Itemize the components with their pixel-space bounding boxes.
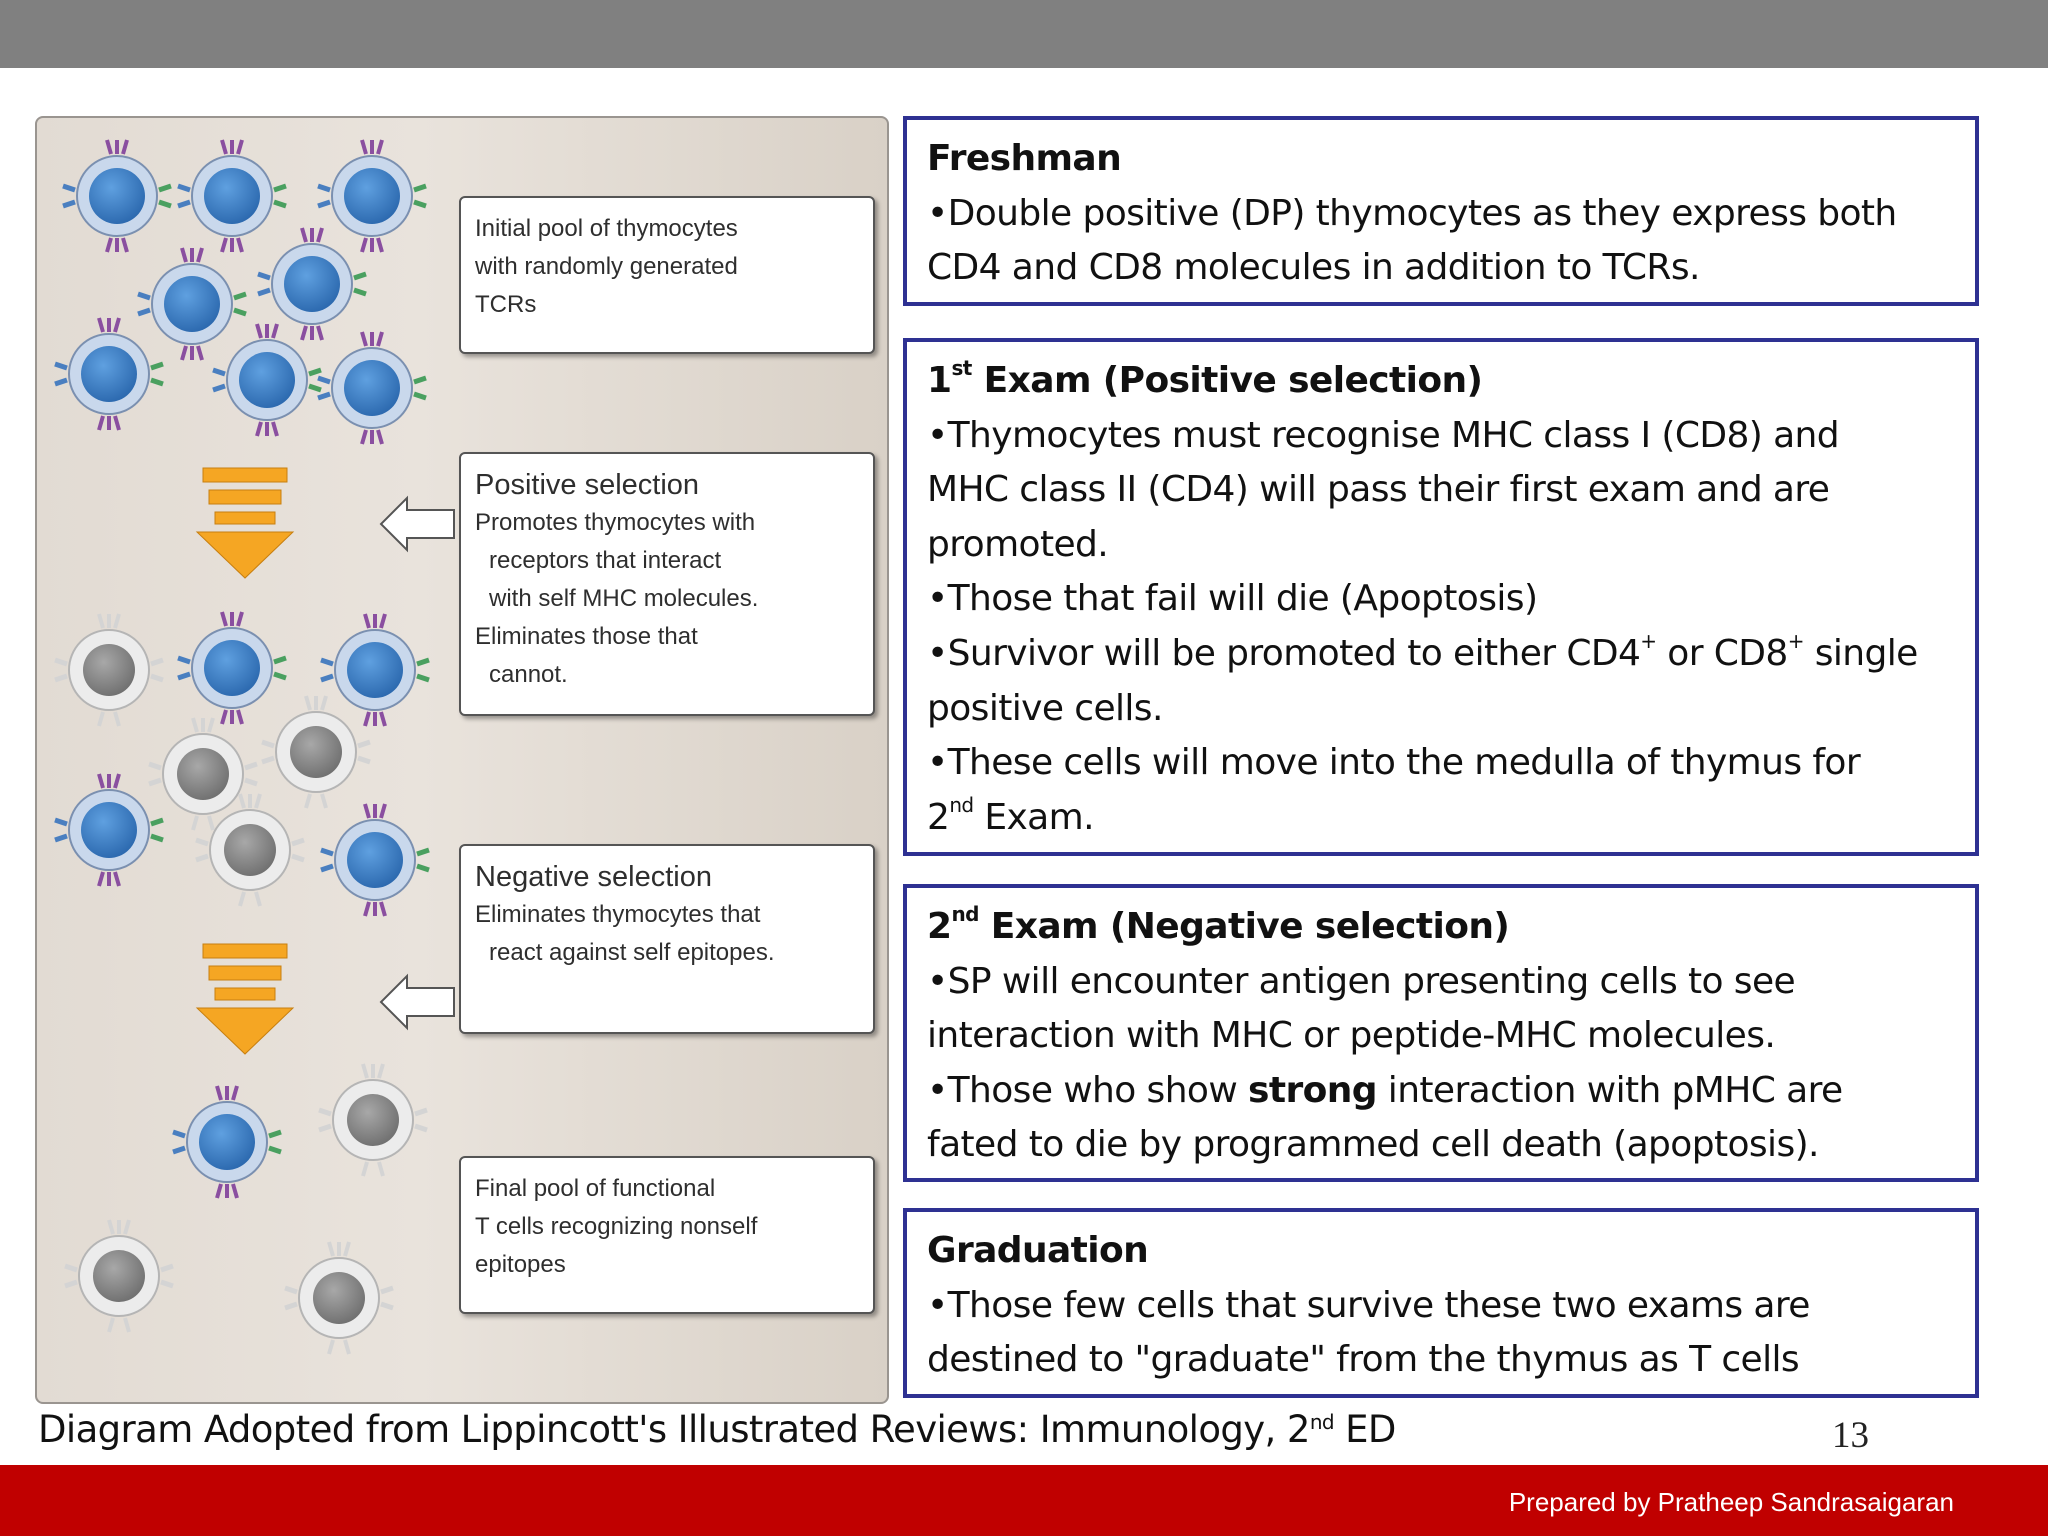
box-line: CD4 and CD8 molecules in addition to TCRs. — [927, 247, 1700, 289]
label-line: TCRs — [475, 291, 537, 318]
negative-selection-title: Negative selection — [475, 861, 712, 893]
graduation-heading: Graduation — [927, 1230, 1149, 1271]
dead-thymocyte-cell — [262, 696, 370, 808]
thymocyte-cell — [213, 324, 321, 436]
positive-selection-label — [459, 452, 875, 716]
thymocyte-cell — [321, 804, 429, 916]
box-line: 2nd Exam. — [927, 792, 1094, 838]
label-line: Eliminates those that — [475, 623, 698, 650]
negative-pointer-arrow — [381, 976, 454, 1028]
final-pool-label — [459, 1156, 875, 1314]
initial-pool-label — [459, 196, 875, 354]
selection-arrow — [197, 468, 293, 578]
box-line: •These cells will move into the medulla of thymus for — [927, 742, 1861, 784]
thymocyte-cell — [178, 612, 286, 724]
label-line: Final pool of functional — [475, 1175, 716, 1202]
label-line: cannot. — [489, 661, 568, 688]
box-line: interaction with MHC or peptide-MHC molecules. — [927, 1015, 1776, 1057]
thymic-selection-diagram — [35, 116, 889, 1404]
freshman-box — [903, 116, 1979, 306]
thymocyte-cell — [178, 140, 286, 252]
thymocyte-cell — [318, 140, 426, 252]
negative-selection-box — [903, 884, 1979, 1182]
thymocyte-cell — [138, 248, 246, 360]
graduation-box — [903, 1208, 1979, 1398]
thymocyte-cell — [318, 332, 426, 444]
thymocyte-cell — [55, 318, 163, 430]
footer-credit: Prepared by Pratheep Sandrasaigaran — [1508, 1487, 1954, 1517]
positive-selection-title: Positive selection — [475, 469, 700, 501]
label-line: Promotes thymocytes with — [475, 509, 756, 536]
label-line: with self MHC molecules. — [489, 585, 759, 612]
label-line: Eliminates thymocytes that — [475, 901, 761, 928]
thymocyte-cell — [321, 614, 429, 726]
box-line: positive cells. — [927, 687, 1163, 729]
box-line: promoted. — [927, 523, 1109, 565]
diagram-caption: Diagram Adopted from Lippincott's Illustrated Reviews: Immunology, 2nd ED — [38, 1408, 1396, 1451]
exam2-heading: 2nd Exam (Negative selection) — [927, 902, 1510, 947]
top-bar — [0, 0, 2048, 68]
dead-thymocyte-cell — [55, 614, 163, 726]
positive-pointer-arrow — [381, 498, 454, 550]
dead-thymocyte-cell — [65, 1220, 173, 1332]
box-line: fated to die by programmed cell death (apoptosis). — [927, 1124, 1819, 1166]
selection-arrow — [197, 944, 293, 1054]
positive-selection-box — [903, 338, 1979, 856]
negative-selection-label — [459, 844, 875, 1034]
label-line: epitopes — [475, 1251, 566, 1278]
label-line: T cells recognizing nonself — [475, 1213, 758, 1240]
label-line: react against self epitopes. — [489, 939, 775, 966]
box-line: MHC class II (CD4) will pass their first exam and are — [927, 469, 1830, 511]
thymocyte-cell — [63, 140, 171, 252]
freshman-heading: Freshman — [927, 138, 1122, 179]
box-line: •Those few cells that survive these two exams are — [927, 1284, 1810, 1326]
box-line: •SP will encounter antigen presenting cells to see — [927, 960, 1796, 1002]
thymocyte-cell — [173, 1086, 281, 1198]
box-line: •Those who show strong interaction with pMHC are — [927, 1069, 1843, 1111]
label-line: Initial pool of thymocytes — [475, 215, 738, 242]
exam1-heading: 1st Exam (Positive selection) — [927, 356, 1483, 401]
dead-thymocyte-cell — [319, 1064, 427, 1176]
thymocyte-cell — [258, 228, 366, 340]
box-line: •Survivor will be promoted to either CD4+ or CD8+ single — [927, 628, 1918, 674]
page-number: 13 — [1832, 1415, 1869, 1456]
dead-thymocyte-cell — [285, 1242, 393, 1354]
box-line: •Thymocytes must recognise MHC class I (CD8) and — [927, 414, 1839, 456]
box-line: •Those that fail will die (Apoptosis) — [927, 578, 1538, 620]
label-line: receptors that interact — [489, 547, 722, 574]
label-line: with randomly generated — [475, 253, 738, 280]
thymocyte-cell — [55, 774, 163, 886]
box-line: destined to "graduate" from the thymus as T cells — [927, 1339, 1800, 1381]
box-line: •Double positive (DP) thymocytes as they express both — [927, 192, 1897, 234]
footer-bar — [0, 1465, 2048, 1536]
